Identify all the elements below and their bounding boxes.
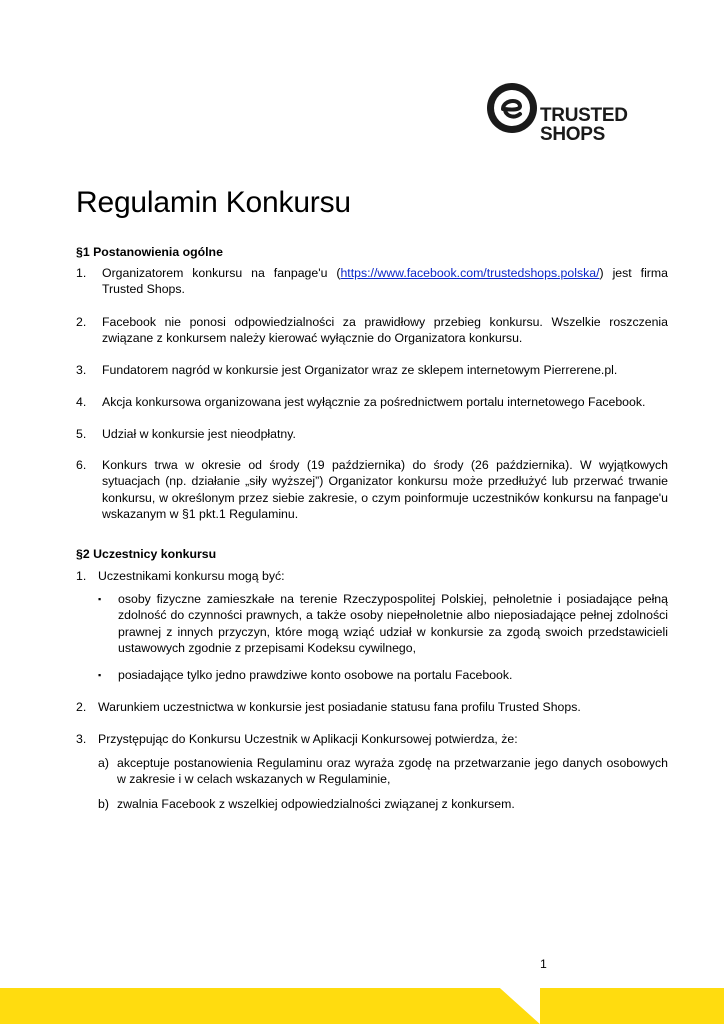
logo-wordmark: [540, 106, 628, 144]
item-text: Uczestnikami konkursu mogą być:: [98, 569, 285, 583]
item-number: 2.: [76, 700, 87, 714]
item-text: Facebook nie ponosi odpowiedzialności za prawidłowy przebieg konkursu. Wszelkie roszczenia związane z konkursem należy kierować wyłącznie do Organizatora konkursu.: [102, 315, 668, 346]
section1-item-4: [76, 394, 668, 410]
section2-item-3: [76, 731, 668, 747]
item-number: 3.: [76, 732, 87, 746]
item-number: 4.: [76, 395, 87, 409]
item-text: [102, 265, 668, 298]
item-number: 2.: [76, 315, 87, 329]
section2-subitem-b: [98, 796, 668, 812]
section2-bullet-2: [98, 667, 668, 683]
section1-item-2: [76, 314, 668, 347]
section2-subitem-a: [98, 755, 668, 788]
item-number: 1.: [76, 569, 87, 583]
facebook-fanpage-link[interactable]: https://www.facebook.com/trustedshops.polska/: [340, 266, 600, 280]
section2-item-1: [76, 568, 668, 584]
item-number: 3.: [76, 363, 87, 377]
section1-item-6: [76, 457, 668, 522]
subitem-marker: a): [98, 756, 109, 770]
item-number: 1.: [76, 266, 87, 280]
page-number: 1: [540, 957, 547, 971]
trusted-shops-logo: [486, 82, 646, 145]
e-seal-icon: [486, 82, 538, 134]
page-title: Regulamin Konkursu: [76, 186, 351, 219]
item-text: Konkurs trwa w okresie od środy (19 października) do środy (26 października). W wyjątkowych sytuacjach (np. działanie „siły wyższej”) Organizator konkursu może przedłużyć lub przerwać trwanie konkursu, w określonym przez siebie zakresie, o czym poinformuje uczestników konkursu na fanpage'u wskazanym w §1 pkt.1 Regulaminu.: [102, 458, 668, 521]
item-text: Fundatorem nagród w konkursie jest Organizator wraz ze sklepem internetowym Pierrerene.pl.: [102, 363, 618, 377]
section2-bullet-1: [98, 591, 668, 656]
item-text: Przystępując do Konkursu Uczestnik w Aplikacji Konkursowej potwierdza, że:: [98, 732, 518, 746]
section2-item-2: [76, 699, 668, 715]
logo-line-1: TRUSTED: [540, 105, 628, 126]
item-number: 5.: [76, 427, 87, 441]
item-number: 6.: [76, 458, 87, 472]
bullet-text: osoby fizyczne zamieszkałe na terenie Rzeczypospolitej Polskiej, pełnoletnie i posiadające pełną zdolność do czynności prawnych, a także osoby niepełnoletnie albo nieposiadające pełnej zdolności prawnej z innych przyczyn, które mogą wziąć udział w konkursie za zgodą swoich przedstawicieli ustawowych zgodnie z przepisami Kodeksu cywilnego,: [118, 592, 668, 655]
footer-accent-band: [0, 988, 724, 1024]
section2-heading: §2 Uczestnicy konkursu: [76, 547, 217, 561]
item-text-post: ) jest firma Trusted Shops.: [102, 266, 668, 297]
section1-heading: §1 Postanowienia ogólne: [76, 245, 223, 259]
subitem-marker: b): [98, 797, 109, 811]
item-text: Udział w konkursie jest nieodpłatny.: [102, 427, 296, 441]
section1-item-1: [76, 265, 668, 298]
subitem-text: zwalnia Facebook z wszelkiej odpowiedzialności związanej z konkursem.: [117, 797, 515, 811]
logo-line-2: SHOPS: [540, 124, 606, 145]
section1-item-5: [76, 426, 668, 442]
square-bullet-icon: ▪: [98, 594, 102, 604]
square-bullet-icon: ▪: [98, 670, 102, 680]
section1-item-3: [76, 362, 668, 378]
item-text: Akcja konkursowa organizowana jest wyłącznie za pośrednictwem portalu internetowego Facebook.: [102, 395, 646, 409]
item-text: Warunkiem uczestnictwa w konkursie jest posiadanie statusu fana profilu Trusted Shops.: [98, 700, 581, 714]
item-text-pre: Organizatorem konkursu na fanpage'u (: [102, 266, 341, 280]
bullet-text: posiadające tylko jedno prawdziwe konto osobowe na portalu Facebook.: [118, 668, 513, 682]
subitem-text: akceptuje postanowienia Regulaminu oraz wyraża zgodę na przetwarzanie jego danych osobowych w zakresie i w celach wskazanych w Regulaminie,: [117, 756, 668, 787]
